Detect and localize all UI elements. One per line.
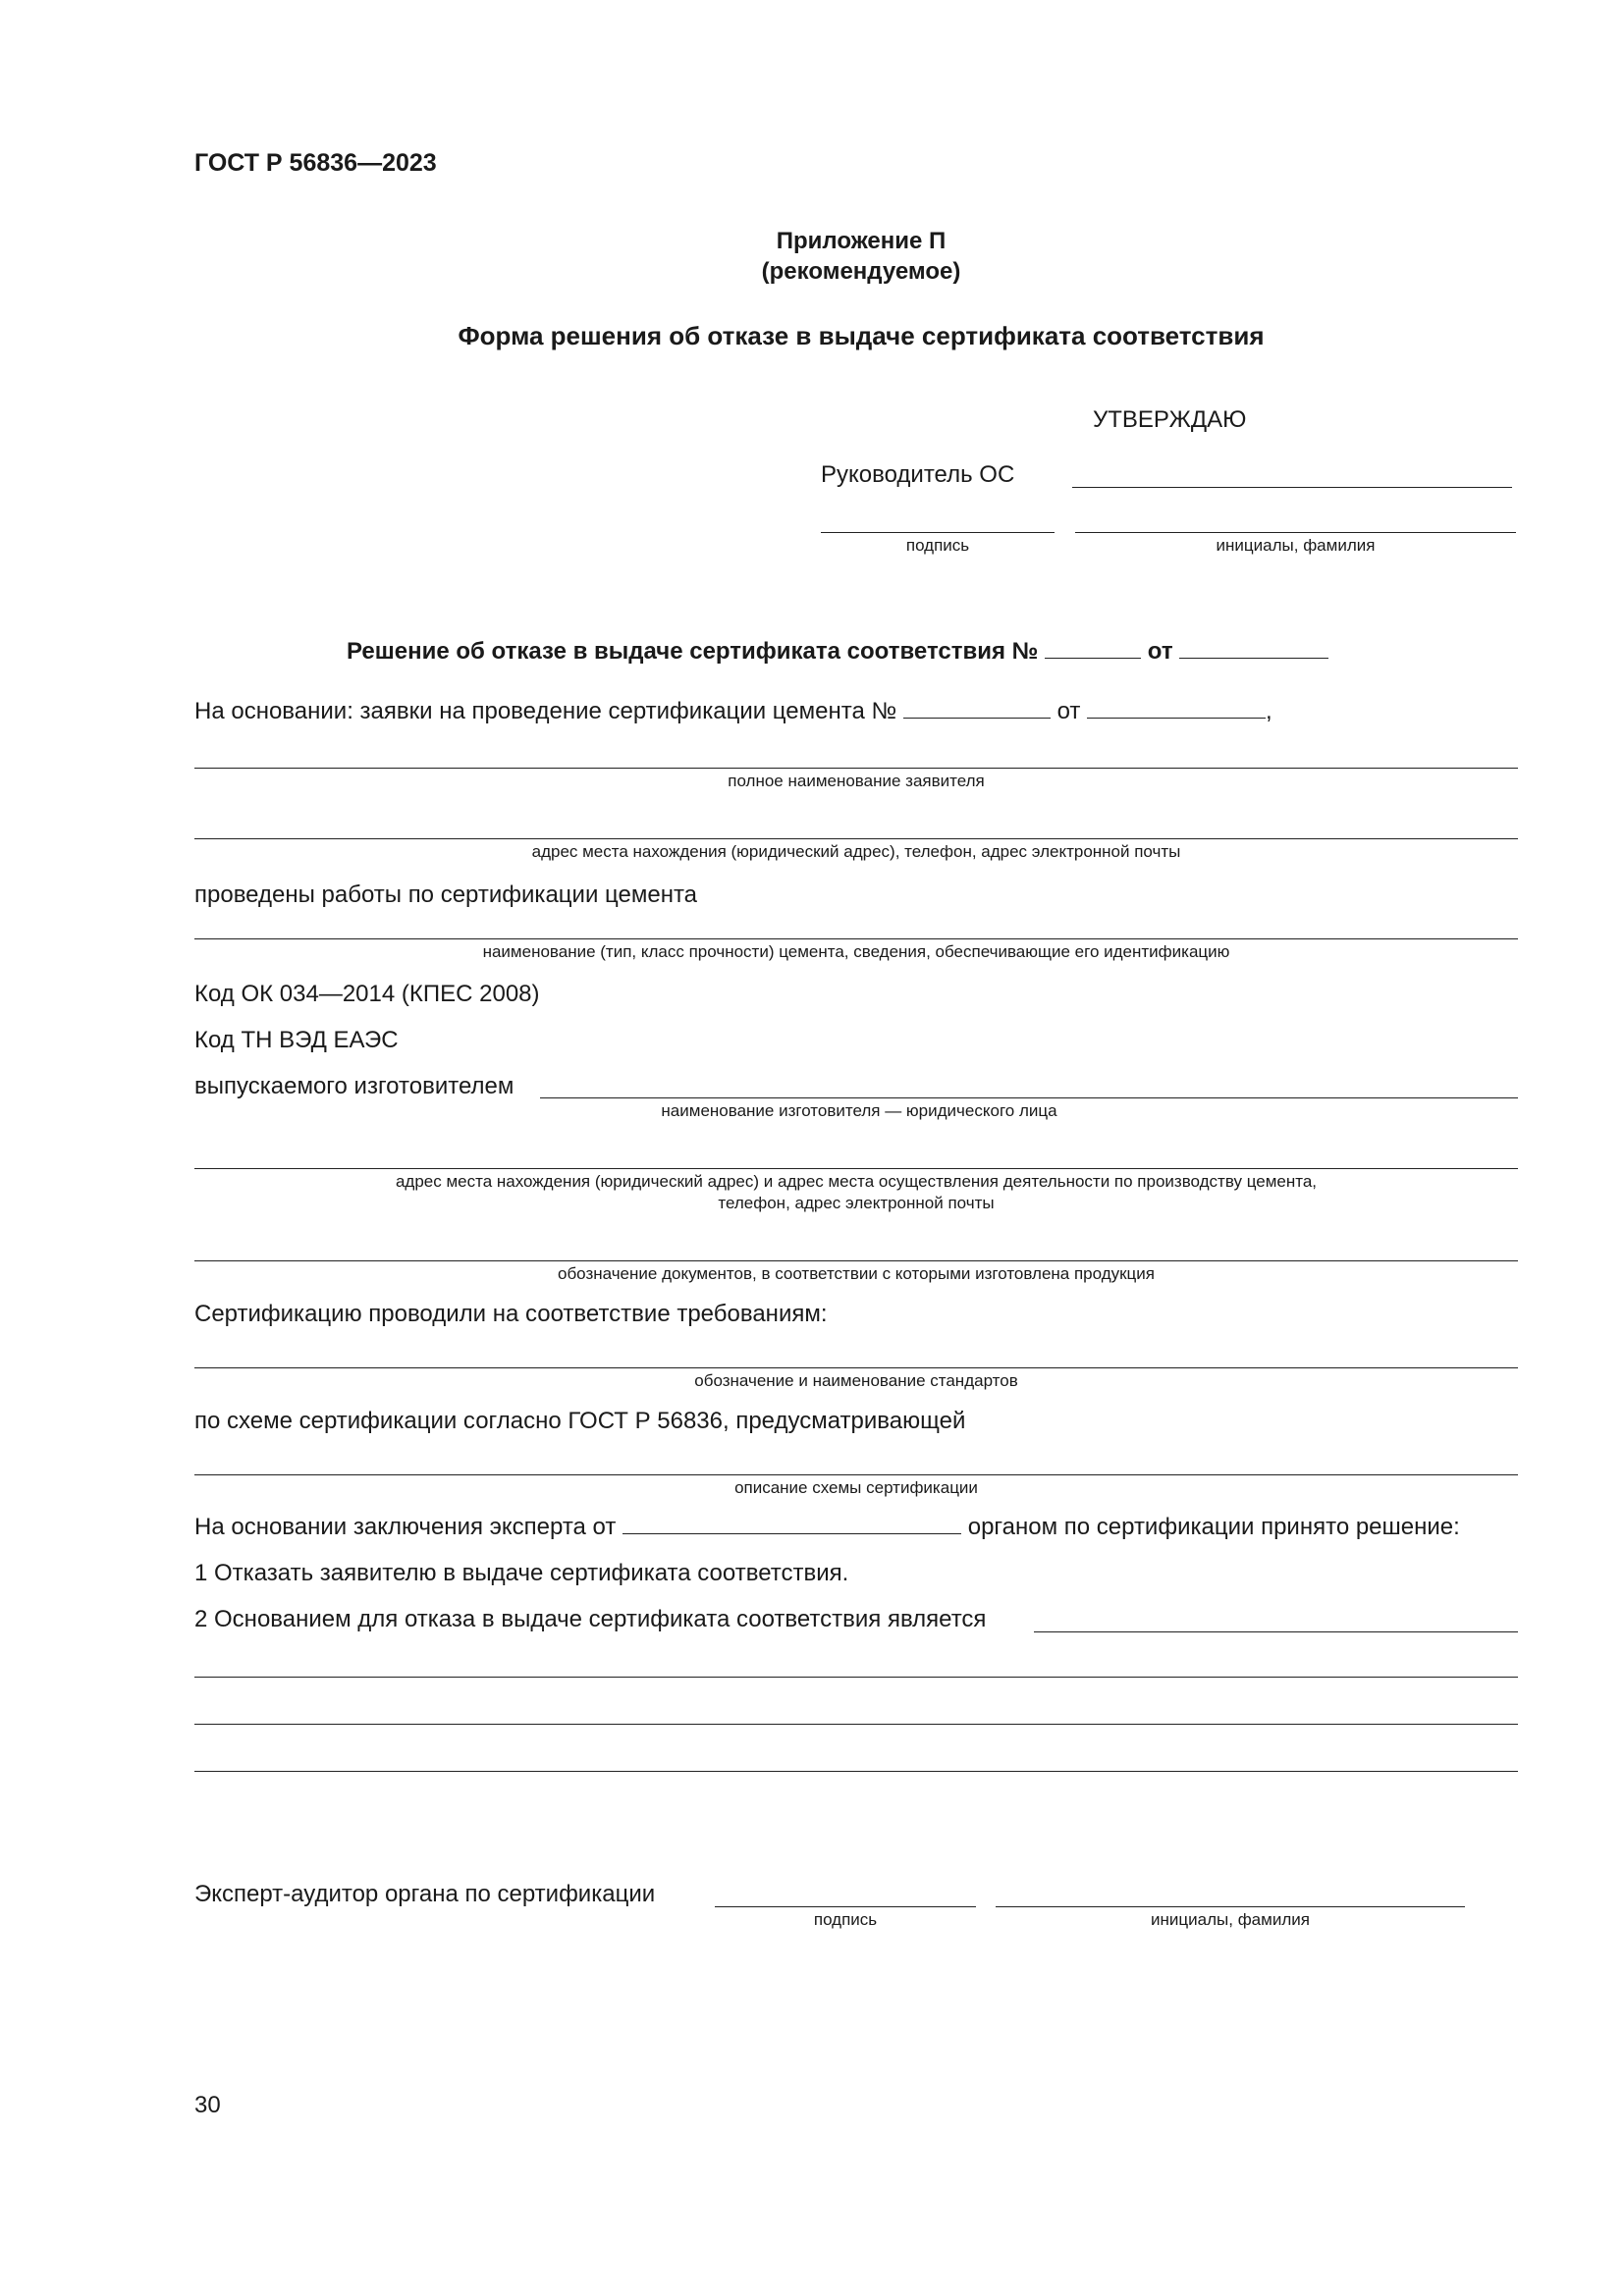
applicant-address-caption: адрес места нахождения (юридический адрес), телефон, адрес электронной почты: [531, 842, 1181, 861]
decision-number-field[interactable]: [1045, 638, 1141, 659]
head-name-caption: инициалы, фамилия: [1216, 536, 1376, 555]
page-number: 30: [194, 2092, 221, 2118]
head-label: Руководитель ОС: [821, 461, 1015, 488]
standards-line[interactable]: [194, 1367, 1518, 1368]
reason-line-4[interactable]: [194, 1771, 1518, 1772]
standards-caption: обозначение и наименование стандартов: [694, 1371, 1018, 1390]
manufacturer-name-caption: наименование изготовителя — юридического лица: [661, 1101, 1057, 1120]
basis-row: [194, 698, 1272, 725]
head-title-line[interactable]: [1072, 487, 1512, 488]
application-number-field[interactable]: [903, 698, 1051, 719]
reason-line-3[interactable]: [194, 1724, 1518, 1725]
basis-text: На основании: заявки на проведение сертификации цемента №: [194, 698, 897, 724]
expert-row: [194, 1514, 1460, 1541]
basis-from: от: [1056, 698, 1081, 724]
head-signature-line[interactable]: [821, 532, 1055, 533]
form-title: Форма решения об отказе в выдаче сертификата соответствия: [458, 321, 1265, 350]
requirements-text: Сертификацию проводили на соответствие требованиям:: [194, 1301, 828, 1327]
applicant-name-caption: полное наименование заявителя: [728, 772, 985, 790]
auditor-name-line[interactable]: [996, 1906, 1465, 1907]
reason-line-1[interactable]: [1034, 1631, 1518, 1632]
decision-title: [347, 638, 1328, 666]
head-name-line[interactable]: [1075, 532, 1516, 533]
applicant-address-line[interactable]: [194, 838, 1518, 839]
application-date-field[interactable]: [1087, 698, 1266, 719]
scheme-line[interactable]: [194, 1474, 1518, 1475]
auditor-name-caption: инициалы, фамилия: [1151, 1910, 1310, 1929]
scheme-caption: описание схемы сертификации: [734, 1478, 978, 1497]
documents-line[interactable]: [194, 1260, 1518, 1261]
code-ok: Код ОК 034—2014 (КПЕС 2008): [194, 981, 540, 1007]
item-1: 1 Отказать заявителю в выдаче сертификата соответствия.: [194, 1560, 849, 1586]
cement-name-line[interactable]: [194, 938, 1518, 939]
decision-title-prefix: Решение об отказе в выдаче сертификата соответствия №: [347, 638, 1039, 665]
basis-comma: ,: [1266, 698, 1272, 724]
auditor-label: Эксперт-аудитор органа по сертификации: [194, 1881, 656, 1907]
appendix-subtitle: (рекомендуемое): [761, 258, 961, 285]
applicant-name-line[interactable]: [194, 768, 1518, 769]
manufacturer-address-caption-2: телефон, адрес электронной почты: [718, 1194, 995, 1212]
decision-date-field[interactable]: [1179, 638, 1328, 659]
reason-line-2[interactable]: [194, 1677, 1518, 1678]
manufacturer-address-caption-1: адрес места нахождения (юридический адрес) и адрес места осуществления деятельности по производству цемента,: [395, 1172, 1318, 1191]
expert-suffix: органом по сертификации принято решение:: [967, 1514, 1460, 1540]
expert-date-field[interactable]: [623, 1514, 961, 1534]
manufacturer-name-line[interactable]: [540, 1097, 1518, 1098]
decision-title-from: от: [1147, 638, 1173, 665]
document-code: ГОСТ Р 56836—2023: [194, 149, 437, 177]
expert-prefix: На основании заключения эксперта от: [194, 1514, 617, 1540]
manufacturer-address-line[interactable]: [194, 1168, 1518, 1169]
auditor-signature-caption: подпись: [813, 1910, 878, 1929]
cement-name-caption: наименование (тип, класс прочности) цемента, сведения, обеспечивающие его идентификацию: [482, 942, 1230, 961]
documents-caption: обозначение документов, в соответствии с которыми изготовлена продукция: [557, 1264, 1155, 1283]
head-signature-caption: подпись: [905, 536, 970, 555]
approve-label: УТВЕРЖДАЮ: [1093, 406, 1247, 433]
works-text: проведены работы по сертификации цемента: [194, 881, 698, 908]
manufacturer-label: выпускаемого изготовителем: [194, 1073, 514, 1099]
scheme-text: по схеме сертификации согласно ГОСТ Р 56836, предусматривающей: [194, 1408, 966, 1434]
item-2-text: 2 Основанием для отказа в выдаче сертификата соответствия является: [194, 1606, 987, 1632]
appendix-title: Приложение П: [776, 228, 947, 254]
auditor-signature-line[interactable]: [715, 1906, 976, 1907]
code-tn: Код ТН ВЭД ЕАЭС: [194, 1027, 399, 1053]
